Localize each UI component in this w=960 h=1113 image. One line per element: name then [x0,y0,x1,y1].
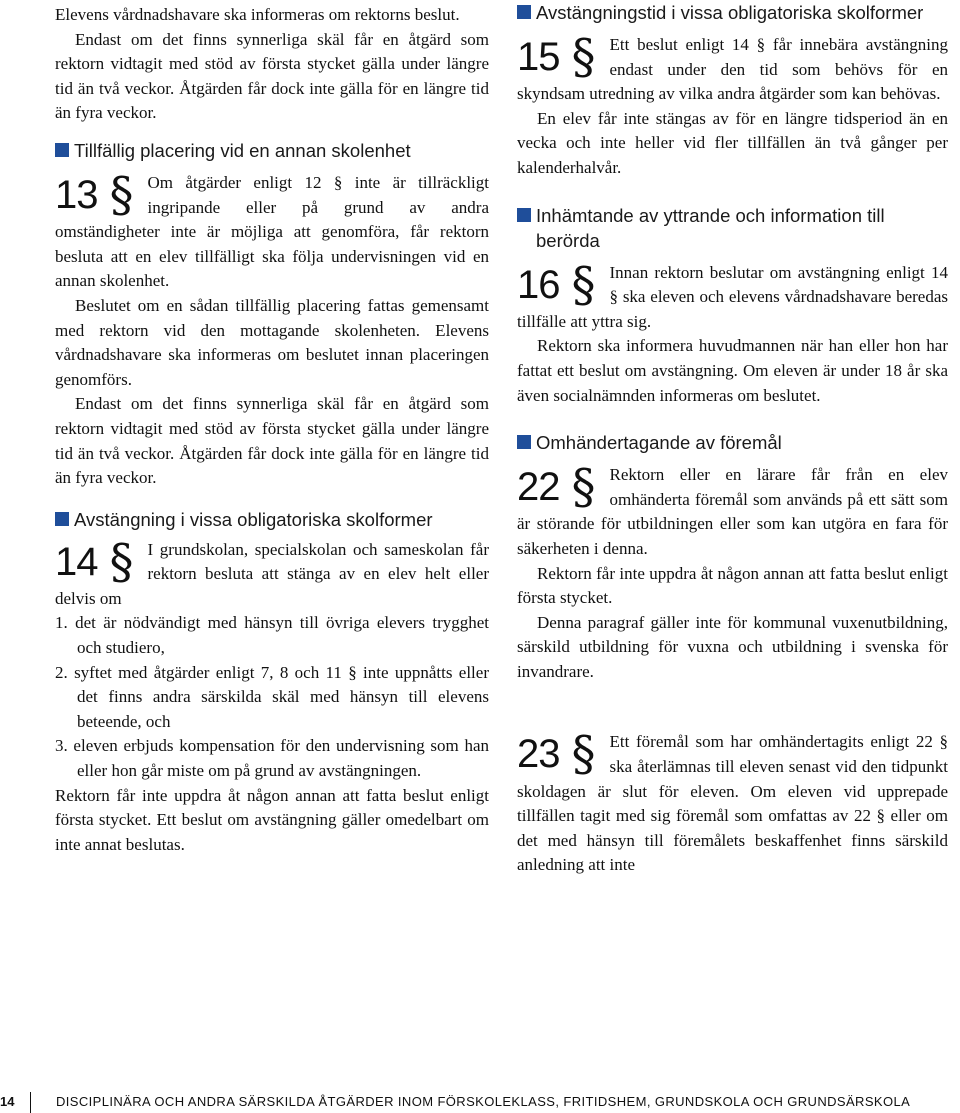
paragraph-22-number: 22 [517,465,560,510]
paragraph-16-marker [517,256,596,313]
paragraph-13 [55,166,489,491]
paragraph-15-number: 15 [517,35,560,79]
paragraph-16 [517,256,948,409]
paragraph-13-text-2: Beslutet om en sådan tillfällig placering fattas gemensamt med rektorn vid den mottagande skolenheten. Elevens vårdnadshavare ska informeras om beslutet innan placeringen genomförs. [55,295,489,389]
section-heading-13 [55,138,489,163]
section-heading-14-text: Avstängning i vissa obligatoriska skolformer [74,508,433,530]
paragraph-23-number: 23 [517,732,560,777]
section-sign-icon: § [109,533,134,590]
page-footer [0,1092,960,1113]
list-item: 1. det är nödvändigt med hänsyn till övriga elevers trygghet och studiero, [55,613,489,658]
paragraph-14-marker [55,533,134,590]
paragraph-22-marker [517,459,596,516]
section-heading-16 [517,203,948,253]
section-heading-22 [517,430,948,455]
section-sign-icon: § [109,166,134,223]
paragraph-14-text-2: Rektorn får inte uppdra åt någon annan att fatta beslut enligt första stycket. Ett beslut om avstängning gäller omedelbart om inte annat beslutas. [55,785,489,854]
paragraph-14-text-1: I grundskolan, specialskolan och sameskolan får rektorn besluta att stänga av en elev helt eller delvis om [55,539,489,608]
paragraph-14-list [55,611,489,783]
section-sign-icon: § [571,459,596,516]
heading-marker-icon [517,435,531,449]
paragraph-13-text-1: Om åtgärder enligt 12 § inte är tillräckligt ingripande eller på grund av andra omständigheter inte är möjliga att genomföra, får rektorn besluta att en elev tillfälligt ska följa undervisningen vid en annan skolenhet. [55,172,489,291]
footer-divider [30,1092,31,1113]
paragraph-15 [517,29,948,181]
paragraph-13-text-3: Endast om det finns synnerliga skäl får en åtgärd som rektorn vidtagit med stöd av första stycket gälla under längre tid än två veckor. Åtgärden får dock inte gälla för en längre tid än fyra veckor. [55,394,489,488]
section-sign-icon: § [571,726,596,783]
left-column [55,0,489,857]
paragraph-15-text-1: Ett beslut enligt 14 § får innebära avstängning endast under den tid som behövs för en skyndsam utredning av vilka andra åtgärder som kan behövas. [517,35,948,104]
section-heading-14 [55,507,489,532]
paragraph-23-marker [517,726,596,783]
top-paragraph-1: Elevens vårdnadshavare ska informeras om rektorns beslut. [55,5,460,24]
paragraph-15-marker [517,29,596,85]
section-heading-16-text: Inhämtande av yttrande och information till berörda [536,204,885,251]
paragraph-22-text-2: Rektorn får inte uppdra åt någon annan att fatta beslut enligt första stycket. [517,563,948,608]
paragraph-13-number: 13 [55,172,98,217]
heading-marker-icon [55,143,69,157]
section-heading-22-text: Omhändertagande av föremål [536,432,782,454]
heading-marker-icon [55,512,69,526]
running-footer-title: DISCIPLINÄRA OCH ANDRA SÄRSKILDA ÅTGÄRDER INOM FÖRSKOLEKLASS, FRITIDSHEM, GRUNDSKOLA OCH GRUNDSÄRSKOLA [56,1094,911,1109]
section-sign-icon: § [571,29,596,85]
top-paragraph-2: Endast om det finns synnerliga skäl får en åtgärd som rektorn vidtagit med stöd av första stycket gälla under längre tid än två veckor. Åtgärden får dock inte gälla för en längre tid än fyra veckor. [55,29,489,123]
list-item: 3. eleven erbjuds kompensation för den undervisning som han eller hon går miste om på grund av avstängningen. [55,736,489,781]
paragraph-23-text-1: Ett föremål som har omhändertagits enligt 22 § ska återlämnas till eleven senast vid den tidpunkt skoldagen är slut för eleven. Om eleven vid upprepade tillfällen tagit med sig föremål som omfattas av 22 § eller om det med hänsyn till föremålets beskaffenhet finns särskild anledning att inte [517,732,948,875]
section-sign-icon: § [571,256,596,313]
paragraph-22-text-1: Rektorn eller en lärare får från en elev omhänderta föremål som används på ett sätt som är störande för utbildningen eller som kan utgöra en fara för säkerheten i denna. [517,465,948,558]
heading-marker-icon [517,5,531,19]
section-heading-13-text: Tillfällig placering vid en annan skolenhet [74,139,411,161]
paragraph-22-text-3: Denna paragraf gäller inte för kommunal vuxenutbildning, särskild utbildning för vuxna och utbildning i svenska för invandrare. [517,612,948,681]
paragraph-16-text-1: Innan rektorn beslutar om avstängning enligt 14 § ska eleven och elevens vårdnadshavare beredas tillfälle att yttra sig. [517,262,948,331]
paragraph-16-number: 16 [517,262,560,307]
right-column [517,0,948,878]
list-item: 2. syftet med åtgärder enligt 7, 8 och 11 § inte uppnåtts eller det finns andra särskilda skäl med hänsyn till elevens beteende, och [55,662,489,731]
paragraph-14 [55,533,489,858]
page-number: 14 [0,1094,15,1109]
paragraph-13-marker [55,166,134,223]
paragraph-14-number: 14 [55,539,98,584]
section-heading-15-text: Avstängningstid i vissa obligatoriska skolformer [536,2,924,23]
paragraph-23 [517,726,948,878]
section-heading-15 [517,0,948,25]
paragraph-15-text-2: En elev får inte stängas av för en längre tidsperiod än en vecka och inte heller vid fler tillfällen än två gånger per kalenderhalvår. [517,108,948,177]
heading-marker-icon [517,208,531,222]
paragraph-22 [517,459,948,684]
paragraph-16-text-2: Rektorn ska informera huvudmannen när han eller hon har fattat ett beslut om avstängning. Om eleven är under 18 år ska även socialnämnden informeras om beslutet. [517,336,948,405]
